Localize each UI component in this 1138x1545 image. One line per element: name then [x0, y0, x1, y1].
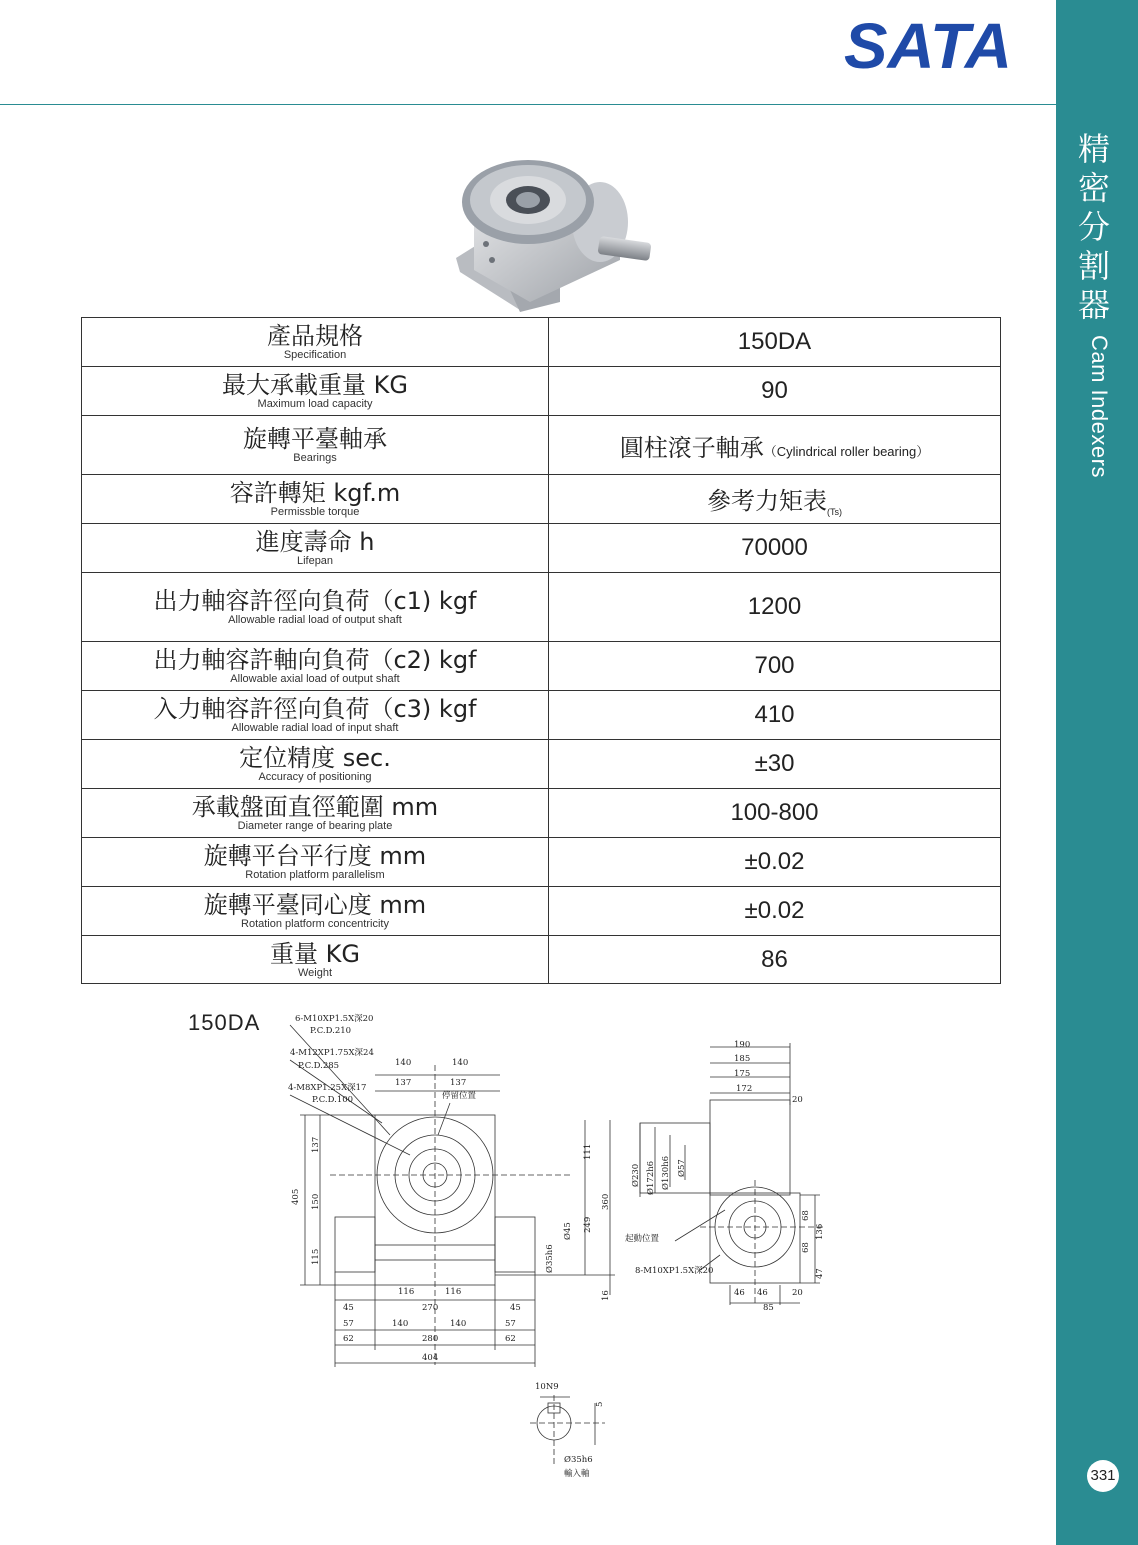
- dim-label: Ø45: [563, 1222, 573, 1240]
- dim-label: 116: [398, 1287, 415, 1297]
- spec-label-cell: [82, 475, 549, 524]
- dim-label: 360: [601, 1193, 611, 1210]
- cam-indexer-product-image: [450, 150, 660, 312]
- spec-value: 參考力矩表: [707, 488, 827, 516]
- note-m10-holes: 6-M10XP1.5X深20: [295, 1014, 374, 1024]
- dim-label: 404: [422, 1353, 439, 1363]
- note-key: 10N9: [535, 1382, 559, 1392]
- spec-value: 100-800: [549, 789, 1001, 838]
- sidebar-title: [1074, 130, 1114, 325]
- spec-label: 承載盤面直徑範圍 mm: [191, 793, 439, 821]
- dim-label: 68: [801, 1242, 811, 1253]
- spec-label: 產品規格: [267, 322, 363, 350]
- dim-label: 150: [311, 1193, 321, 1210]
- spec-label-cell: [82, 318, 549, 367]
- spec-value: ±0.02: [549, 887, 1001, 936]
- spec-label-en: Allowable radial load of input shaft: [231, 722, 399, 734]
- page-number: 331: [1087, 1460, 1119, 1492]
- spec-row: [82, 887, 1001, 936]
- dim-label: 270: [422, 1303, 439, 1313]
- spec-value: 70000: [549, 524, 1001, 573]
- spec-value: 圓柱滾子軸承: [619, 434, 764, 462]
- dim-label: 405: [291, 1188, 301, 1205]
- front-right-flange: [495, 1217, 535, 1272]
- dim-label: 140: [450, 1319, 467, 1329]
- dim-label: 185: [734, 1054, 751, 1064]
- spec-value: 700: [549, 642, 1001, 691]
- spec-value: 86: [549, 936, 1001, 984]
- spec-label-cell: [82, 887, 549, 936]
- drawing-model-label: 150DA: [188, 1010, 261, 1035]
- sidebar-title-char: 密: [1077, 169, 1110, 207]
- note-side-holes: 8-M10XP1.5X深20: [635, 1266, 714, 1276]
- dim-label: 175: [734, 1069, 751, 1079]
- note-pcd-100: P.C.D.100: [312, 1095, 354, 1105]
- spec-row: [82, 740, 1001, 789]
- spec-label-cell: [82, 789, 549, 838]
- spec-value: 90: [549, 367, 1001, 416]
- sata-logo: [844, 14, 1014, 72]
- dim-label: 136: [815, 1223, 825, 1240]
- note-start-position: 起動位置: [625, 1234, 660, 1244]
- spec-label-cell: [82, 740, 549, 789]
- spec-label-en: Maximum load capacity: [257, 398, 373, 410]
- note-m8-holes: 4-M8XP1.25X深17: [288, 1083, 367, 1093]
- spec-label-en: Weight: [297, 966, 333, 979]
- spec-value: ±0.02: [549, 838, 1001, 887]
- dim-label: 249: [583, 1216, 593, 1233]
- spec-row: [82, 367, 1001, 416]
- note-stop-position: 停留位置: [442, 1091, 477, 1101]
- spec-row: [82, 936, 1001, 984]
- spec-label-en: Permissble torque: [270, 506, 360, 518]
- note-shaft: Ø35h6: [564, 1455, 593, 1465]
- spec-value-cell: [549, 475, 1001, 524]
- spec-row: [82, 475, 1001, 524]
- spec-label-en: Allowable axial load of output shaft: [230, 673, 400, 685]
- spec-label-en: Accuracy of positioning: [258, 771, 372, 783]
- dim-label: 62: [505, 1334, 516, 1344]
- dim-label: 62: [343, 1334, 354, 1344]
- spec-label-en: Rotation platform concentricity: [241, 918, 389, 930]
- spec-table: [81, 317, 1001, 984]
- spec-label-en: Specification: [283, 349, 347, 361]
- note-m12-holes: 4-M12XP1.75X深24: [290, 1048, 374, 1058]
- spec-label-en: Bearings: [293, 452, 337, 464]
- dimension-drawing: [270, 1005, 850, 1485]
- sidebar-title-char: 精: [1077, 130, 1110, 168]
- spec-value: 410: [549, 691, 1001, 740]
- dim-label: 137: [395, 1078, 412, 1088]
- dim-label: 16: [601, 1290, 611, 1301]
- spec-label: 出力軸容許徑向負荷（c1) kgf: [153, 587, 477, 615]
- dim-label: 137: [311, 1136, 321, 1153]
- header-rule: [0, 104, 1056, 105]
- spec-row: [82, 642, 1001, 691]
- dim-label: 190: [734, 1040, 751, 1050]
- spec-row: [82, 691, 1001, 740]
- spec-row: [82, 838, 1001, 887]
- spec-label: 重量 KG: [270, 939, 360, 968]
- spec-label: 入力軸容許徑向負荷（c3) kgf: [153, 695, 477, 723]
- dim-label: 45: [343, 1303, 354, 1313]
- dim-label: 45: [510, 1303, 521, 1313]
- spec-label: 旋轉平臺同心度 mm: [203, 891, 427, 919]
- dim-label: 172: [736, 1084, 753, 1094]
- spec-label: 定位精度 sec.: [239, 744, 391, 772]
- spec-label: 進度壽命 h: [255, 528, 375, 556]
- dim-label: Ø35h6: [545, 1244, 555, 1273]
- dim-label: 20: [792, 1288, 803, 1298]
- note-pcd-285: P.C.D.285: [298, 1061, 340, 1071]
- spec-value: 1200: [549, 573, 1001, 642]
- dim-label: 68: [801, 1210, 811, 1221]
- spec-label-cell: [82, 524, 549, 573]
- spec-row: [82, 524, 1001, 573]
- spec-value-cell: [549, 416, 1001, 475]
- spec-label-cell: [82, 936, 549, 984]
- dim-label: 140: [395, 1058, 412, 1068]
- dim-label: Ø130h6: [661, 1155, 671, 1190]
- spec-label: 容許轉矩 kgf.m: [229, 479, 401, 507]
- dim-label: 46: [734, 1288, 745, 1298]
- spec-row: [82, 318, 1001, 367]
- spec-label: 旋轉平台平行度 mm: [203, 842, 427, 870]
- logo-text: SATA: [844, 14, 1012, 72]
- spec-label: 出力軸容許軸向負荷（c2) kgf: [153, 646, 477, 674]
- spec-label-cell: [82, 416, 549, 475]
- spec-value: 150DA: [549, 318, 1001, 367]
- dim-label: Ø172h6: [646, 1160, 656, 1195]
- note-pcd-210: P.C.D.210: [310, 1026, 352, 1036]
- front-left-flange: [335, 1217, 375, 1272]
- spec-value-note: （Cylindrical roller bearing）: [763, 443, 930, 459]
- dim-label: 111: [583, 1143, 593, 1160]
- dim-label: 20: [792, 1095, 803, 1105]
- sidebar-title-char: 分: [1077, 208, 1110, 246]
- dim-label: 140: [392, 1319, 409, 1329]
- dim-label: 85: [763, 1303, 774, 1313]
- dim-label: Ø57: [677, 1159, 687, 1177]
- dim-label: 5: [595, 1401, 605, 1407]
- side-upper-body: [710, 1100, 790, 1195]
- spec-label-en: Rotation platform parallelism: [245, 869, 385, 881]
- spec-label-cell: [82, 367, 549, 416]
- dim-label: 57: [343, 1319, 354, 1329]
- spec-row: [82, 573, 1001, 642]
- dim-label: 140: [452, 1058, 469, 1068]
- spec-label: 最大承載重量 KG: [222, 371, 408, 399]
- spec-label: 旋轉平臺軸承: [243, 425, 387, 453]
- sidebar-subtitle: Cam Indexers: [1087, 335, 1112, 478]
- spec-label-en: Lifepan: [296, 555, 334, 567]
- spec-label-cell: [82, 573, 549, 642]
- dim-label: 46: [757, 1288, 768, 1298]
- spec-label-en: Diameter range of bearing plate: [237, 820, 393, 832]
- spec-value: ±30: [549, 740, 1001, 789]
- sidebar-title-char: 割: [1077, 247, 1110, 285]
- spec-value-sub: (Ts): [827, 506, 842, 517]
- note-input-shaft: 輸入軸: [564, 1469, 590, 1479]
- spec-label-cell: [82, 691, 549, 740]
- dim-label: 47: [815, 1268, 825, 1279]
- dim-label: 115: [311, 1248, 321, 1265]
- spec-row: [82, 416, 1001, 475]
- dim-label: 280: [422, 1334, 439, 1344]
- dim-label: Ø230: [631, 1163, 641, 1187]
- spec-row: [82, 789, 1001, 838]
- sidebar-title-char: 器: [1077, 286, 1110, 324]
- spec-label-en: Allowable radial load of output shaft: [228, 614, 402, 626]
- spec-label-cell: [82, 642, 549, 691]
- dim-label: 137: [450, 1078, 467, 1088]
- spec-label-cell: [82, 838, 549, 887]
- dim-label: 116: [445, 1287, 462, 1297]
- dim-label: 57: [505, 1319, 516, 1329]
